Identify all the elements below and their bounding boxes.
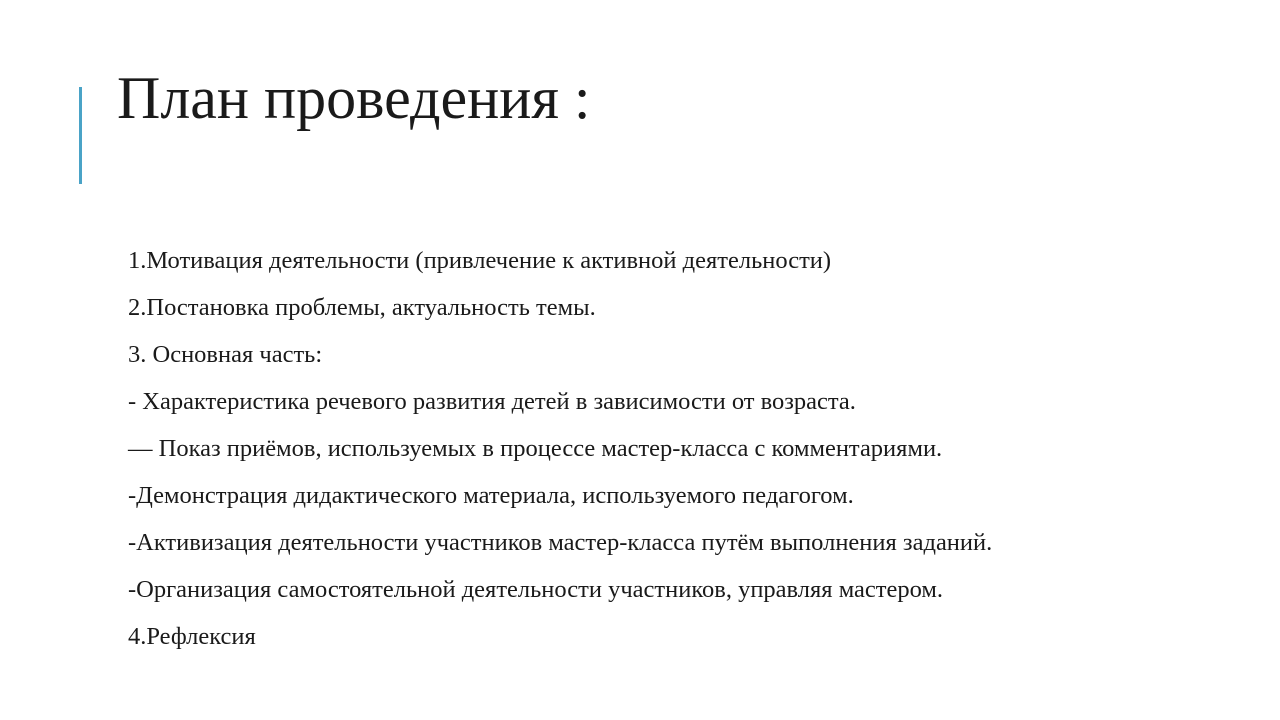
plan-item-didactic-material: -Демонстрация дидактического материала, используемого педагогом. [128, 482, 854, 509]
plan-item-independent-activity: -Организация самостоятельной деятельности участников, управляя мастером. [128, 576, 944, 603]
title-accent-bar [79, 87, 82, 184]
plan-item-main-part: 3. Основная часть: [128, 341, 323, 368]
slide-title: План проведения : [117, 65, 591, 131]
plan-item-speech-characteristics: - Характеристика речевого развития детей в зависимости от возраста. [128, 388, 856, 415]
plan-item-problem: 2.Постановка проблемы, актуальность темы. [128, 294, 596, 321]
plan-item-motivation: 1.Мотивация деятельности (привлечение к активной деятельности) [128, 247, 832, 274]
plan-item-reflection: 4.Рефлексия [128, 623, 256, 650]
plan-item-techniques-demo: — Показ приёмов, используемых в процессе мастер-класса с комментариями. [128, 435, 943, 462]
plan-list [128, 246, 1118, 652]
plan-item-participant-activation: -Активизация деятельности участников мастер-класса путём выполнения заданий. [128, 529, 993, 556]
